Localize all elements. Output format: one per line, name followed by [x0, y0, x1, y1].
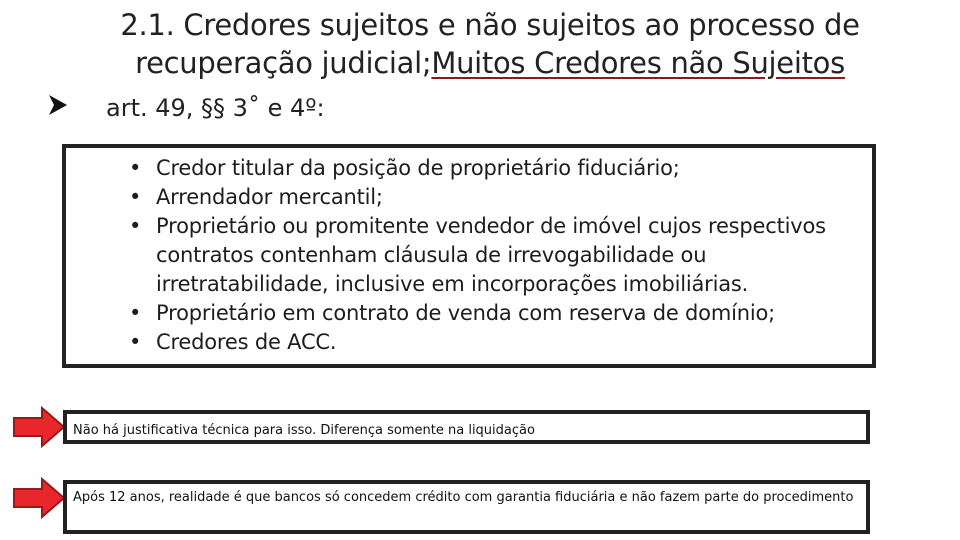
list-item: • Credor titular da posição de proprietário fiduciário;: [156, 154, 852, 183]
non-subject-creditors-box: [62, 144, 876, 368]
list-item: • Credores de ACC.: [156, 328, 852, 357]
list-item: • Proprietário ou promitente vendedor de imóvel cujos respectivos contratos contenham cláusula de irrevogabilidade ou irretratabilidade, inclusive em incorporações imobiliárias.: [156, 212, 852, 299]
article-reference: art. 49, §§ 3˚ e 4º:: [106, 94, 325, 122]
title-underlined: Muitos Credores não Sujeitos: [431, 46, 845, 80]
creditor-list: [66, 148, 872, 357]
article-reference-line: [48, 90, 325, 126]
arrowhead-bullet-icon: [48, 94, 68, 122]
list-item: • Proprietário em contrato de venda com reserva de domínio;: [156, 299, 852, 328]
slide-title: [110, 6, 870, 82]
red-arrow-icon: [12, 477, 66, 519]
list-item: • Arrendador mercantil;: [156, 183, 852, 212]
red-arrow-icon: [12, 406, 66, 448]
note-reality: Após 12 anos, realidade é que bancos só concedem crédito com garantia fiduciária e não fazem parte do procedimento: [63, 480, 870, 534]
title-prefix: 2.1. Credores sujeitos e não sujeitos ao processo de recuperação judicial;: [120, 8, 860, 80]
note-justification: Não há justificativa técnica para isso. Diferença somente na liquidação: [63, 410, 870, 444]
